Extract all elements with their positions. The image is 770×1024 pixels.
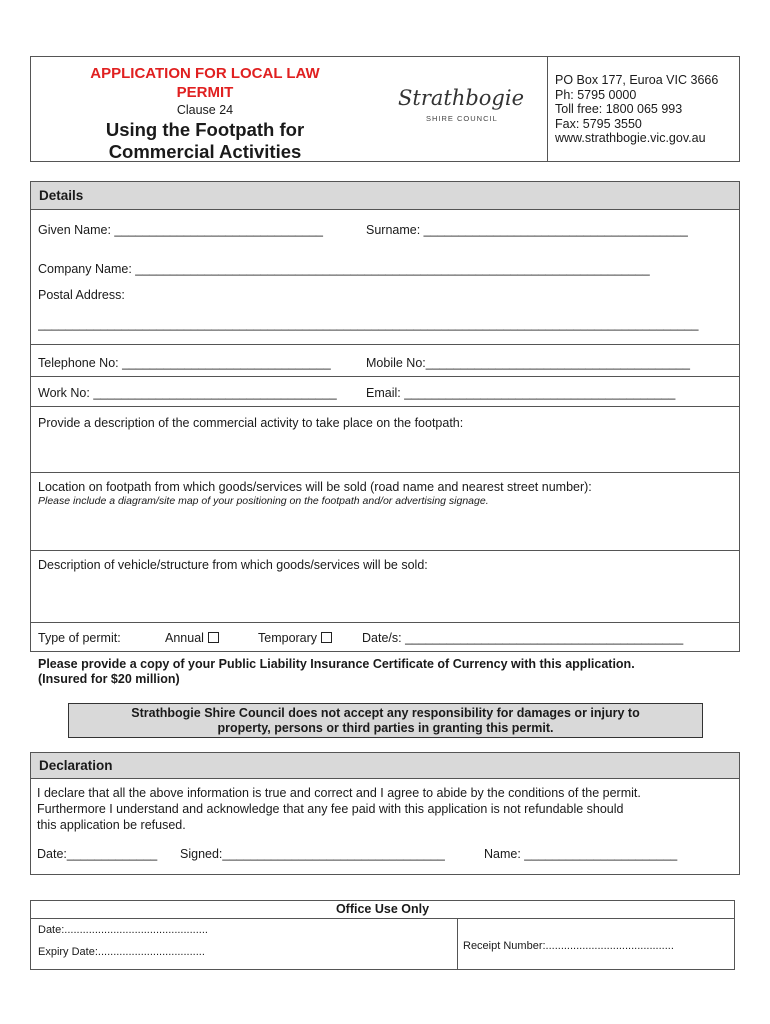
activity-description-field[interactable]: Provide a description of the commercial activity to take place on the footpath: xyxy=(38,416,464,430)
dates-field[interactable]: Date/s: ________________________________________ xyxy=(362,631,684,645)
location-field[interactable]: Location on footpath from which goods/services will be sold (road name and nearest street number): xyxy=(38,480,592,494)
contact-phone: Ph: 5795 0000 xyxy=(555,87,637,102)
declaration-line1: I declare that all the above information is true and correct and I agree to abide by the conditions of the permit. xyxy=(37,786,641,800)
form-subtitle-line1: Using the Footpath for xyxy=(105,119,305,140)
permit-type-label: Type of permit: xyxy=(38,631,121,645)
email-field[interactable]: Email: _______________________________________ xyxy=(366,386,676,400)
form-subtitle-line2: Commercial Activities xyxy=(108,141,302,162)
work-field[interactable]: Work No: ___________________________________ xyxy=(38,386,337,400)
receipt-number-field[interactable]: Receipt Number:.......................................... xyxy=(463,940,674,952)
telephone-field[interactable]: Telephone No: ______________________________ xyxy=(38,356,331,370)
form-title-line1: APPLICATION FOR LOCAL LAW xyxy=(90,65,320,82)
office-divider xyxy=(457,919,458,969)
declaration-heading: Declaration xyxy=(31,753,739,779)
contact-fax: Fax: 5795 3550 xyxy=(555,116,642,131)
divider-work xyxy=(31,376,739,377)
council-logo xyxy=(392,86,532,130)
office-expiry-field[interactable]: Expiry Date:................................... xyxy=(38,946,205,958)
temporary-checkbox[interactable] xyxy=(321,632,332,643)
divider-location xyxy=(31,472,739,473)
mobile-field[interactable]: Mobile No:______________________________________ xyxy=(366,356,690,370)
logo-wordmark: Strathbogie xyxy=(398,86,525,110)
form-subtitle xyxy=(40,119,370,163)
form-title-line2: PERMIT xyxy=(176,84,234,101)
logo-subtitle: SHIRE COUNCIL xyxy=(426,114,498,123)
declaration-line2: Furthermore I understand and acknowledge that any fee paid with this application is not refundable should xyxy=(37,802,624,816)
postal-address-label: Postal Address: xyxy=(38,288,125,302)
declaration-text xyxy=(37,785,641,833)
signature-field[interactable]: Signed:________________________________ xyxy=(180,847,445,861)
contact-website[interactable]: www.strathbogie.vic.gov.au xyxy=(555,131,706,145)
annual-label: Annual xyxy=(165,631,204,645)
details-heading: Details xyxy=(31,182,739,210)
divider-description xyxy=(31,406,739,407)
insurance-note-line2: (Insured for $20 million) xyxy=(38,672,180,686)
insurance-note xyxy=(38,657,635,687)
location-note: Please include a diagram/site map of your positioning on the footpath and/or advertising signage. xyxy=(38,495,489,507)
vehicle-description-field[interactable]: Description of vehicle/structure from which goods/services will be sold: xyxy=(38,558,428,572)
temporary-option[interactable] xyxy=(258,631,332,645)
annual-option[interactable] xyxy=(165,631,219,645)
declaration-line3: this application be refused. xyxy=(37,818,186,832)
form-title xyxy=(40,64,370,102)
clause-label: Clause 24 xyxy=(176,103,234,117)
contact-tollfree: Toll free: 1800 065 993 xyxy=(555,102,683,116)
divider-type xyxy=(31,622,739,623)
declaration-name-field[interactable]: Name: ______________________ xyxy=(484,847,678,861)
annual-checkbox[interactable] xyxy=(208,632,219,643)
company-name-field[interactable]: Company Name: __________________________________________________________________________ xyxy=(38,262,650,276)
office-date-field[interactable]: Date:............................................... xyxy=(38,924,208,936)
temporary-label: Temporary xyxy=(258,631,318,645)
contact-block xyxy=(555,73,718,146)
contact-address: PO Box 177, Euroa VIC 3666 xyxy=(555,73,719,87)
declaration-date-field[interactable]: Date:_____________ xyxy=(37,847,158,861)
header-divider xyxy=(547,57,548,161)
disclaimer-line2: property, persons or third parties in granting this permit. xyxy=(217,721,554,735)
postal-address-field[interactable]: _______________________________________________________________________________________________ xyxy=(38,317,699,331)
disclaimer-box xyxy=(68,703,703,738)
insurance-note-line1: Please provide a copy of your Public Liability Insurance Certificate of Currency with this application. xyxy=(38,657,635,671)
divider-address xyxy=(31,344,739,345)
office-use-heading: Office Use Only xyxy=(31,901,734,919)
given-name-field[interactable]: Given Name: ______________________________ xyxy=(38,223,323,237)
surname-field[interactable]: Surname: ______________________________________ xyxy=(366,223,688,237)
divider-vehicle xyxy=(31,550,739,551)
disclaimer-line1: Strathbogie Shire Council does not accept any responsibility for damages or injury to xyxy=(131,706,640,720)
